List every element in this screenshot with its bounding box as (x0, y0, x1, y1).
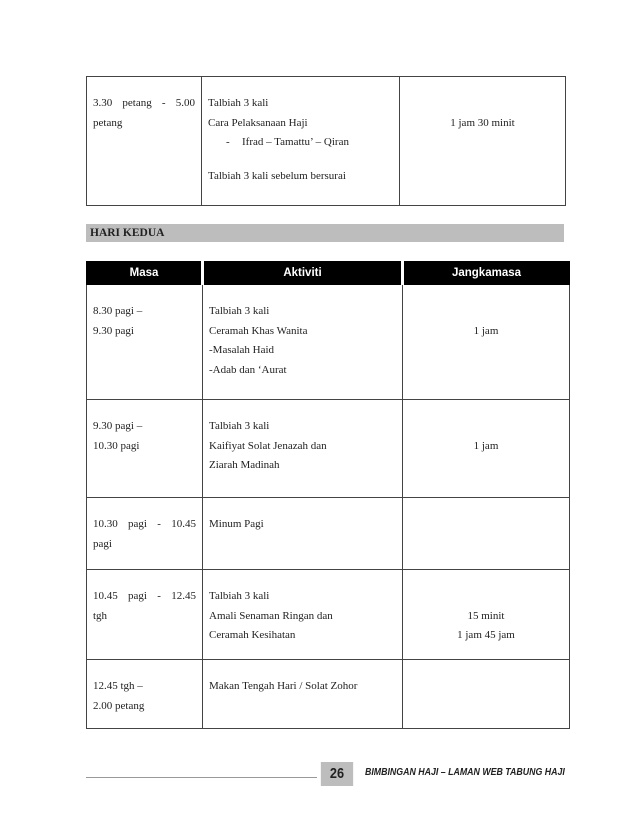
aktiviti-line: Amali Senaman Ringan dan (209, 609, 333, 622)
top-schedule-table (86, 76, 566, 206)
jangkamasa-cell (403, 660, 570, 729)
jangkamasa-cell (400, 77, 566, 206)
masa-line: 8.30 pagi – (93, 305, 143, 317)
table-row (87, 400, 570, 498)
masa-cell (87, 498, 203, 570)
aktiviti-bullet: - Ifrad – Tamattu’ – Qiran (208, 133, 393, 153)
header-aktiviti: Aktiviti (203, 262, 403, 285)
masa-line: 9.30 pagi (93, 324, 134, 337)
table-row (87, 498, 570, 570)
footer-title: BIMBINGAN HAJI – LAMAN WEB TABUNG HAJI (365, 767, 565, 778)
aktiviti-line: Talbiah 3 kali (209, 420, 270, 432)
aktiviti-line: -Masalah Haid (209, 344, 275, 356)
aktiviti-cell (203, 498, 403, 570)
masa-line: 10.30 pagi (93, 439, 140, 452)
table-header-row (87, 262, 570, 285)
masa-cell (87, 660, 203, 729)
jangkamasa-line: 1 jam (473, 324, 499, 337)
masa-line: petang (93, 116, 123, 129)
jangkamasa-line: 1 jam (473, 439, 499, 452)
aktiviti-cell (203, 285, 403, 400)
dash-bullet-icon: - (226, 136, 230, 148)
table-row (87, 660, 570, 729)
aktiviti-line: Makan Tengah Hari / Solat Zohor (209, 680, 358, 692)
masa-cell (87, 570, 203, 660)
jangkamasa-line: 15 minit (467, 609, 505, 622)
jangkamasa-cell (403, 498, 570, 570)
jangkamasa-line (409, 587, 563, 607)
aktiviti-line: Minum Pagi (209, 518, 264, 530)
aktiviti-line: Ziarah Madinah (209, 459, 280, 471)
jangkamasa-cell (403, 570, 570, 660)
masa-line: 2.00 petang (93, 699, 145, 712)
aktiviti-line: Cara Pelaksanaan Haji (208, 116, 308, 129)
header-masa: Masa (87, 262, 203, 285)
jangkamasa-value: 1 jam 30 minit (450, 117, 515, 129)
masa-line: tgh (93, 609, 108, 622)
jangkamasa-line: 1 jam 45 jam (457, 629, 515, 641)
aktiviti-cell (203, 400, 403, 498)
masa-line: pagi (93, 537, 112, 550)
aktiviti-cell (203, 570, 403, 660)
table-row (87, 77, 566, 206)
page-number: 26 (321, 762, 353, 786)
masa-line: 10.30 pagi - 10.45 (93, 518, 196, 530)
aktiviti-line: -Adab dan ‘Aurat (209, 363, 287, 376)
aktiviti-line: Kaifiyat Solat Jenazah dan (209, 439, 327, 452)
masa-cell (87, 400, 203, 498)
masa-line: 12.45 tgh – (93, 680, 143, 692)
footer-divider (86, 777, 317, 778)
masa-line: 9.30 pagi – (93, 420, 143, 432)
masa-line: 3.30 petang - 5.00 (93, 97, 195, 109)
aktiviti-line: Talbiah 3 kali (208, 97, 269, 109)
table-row (87, 570, 570, 660)
jangkamasa-line (409, 417, 563, 437)
jangkamasa-cell (403, 285, 570, 400)
aktiviti-cell (202, 77, 400, 206)
aktiviti-line: Talbiah 3 kali sebelum bersurai (208, 169, 346, 182)
masa-cell (87, 77, 202, 206)
aktiviti-line: Talbiah 3 kali (209, 590, 270, 602)
table-row (87, 285, 570, 400)
aktiviti-cell (203, 660, 403, 729)
section-title: HARI KEDUA (86, 224, 564, 242)
jangkamasa-line (409, 302, 563, 322)
header-jangkamasa: Jangkamasa (403, 262, 570, 285)
masa-cell (87, 285, 203, 400)
jangkamasa-cell (403, 400, 570, 498)
schedule-table (86, 261, 570, 729)
aktiviti-line: Talbiah 3 kali (209, 305, 270, 317)
aktiviti-line: Ceramah Kesihatan (209, 629, 296, 641)
aktiviti-line: Ceramah Khas Wanita (209, 324, 308, 337)
masa-line: 10.45 pagi - 12.45 (93, 590, 196, 602)
